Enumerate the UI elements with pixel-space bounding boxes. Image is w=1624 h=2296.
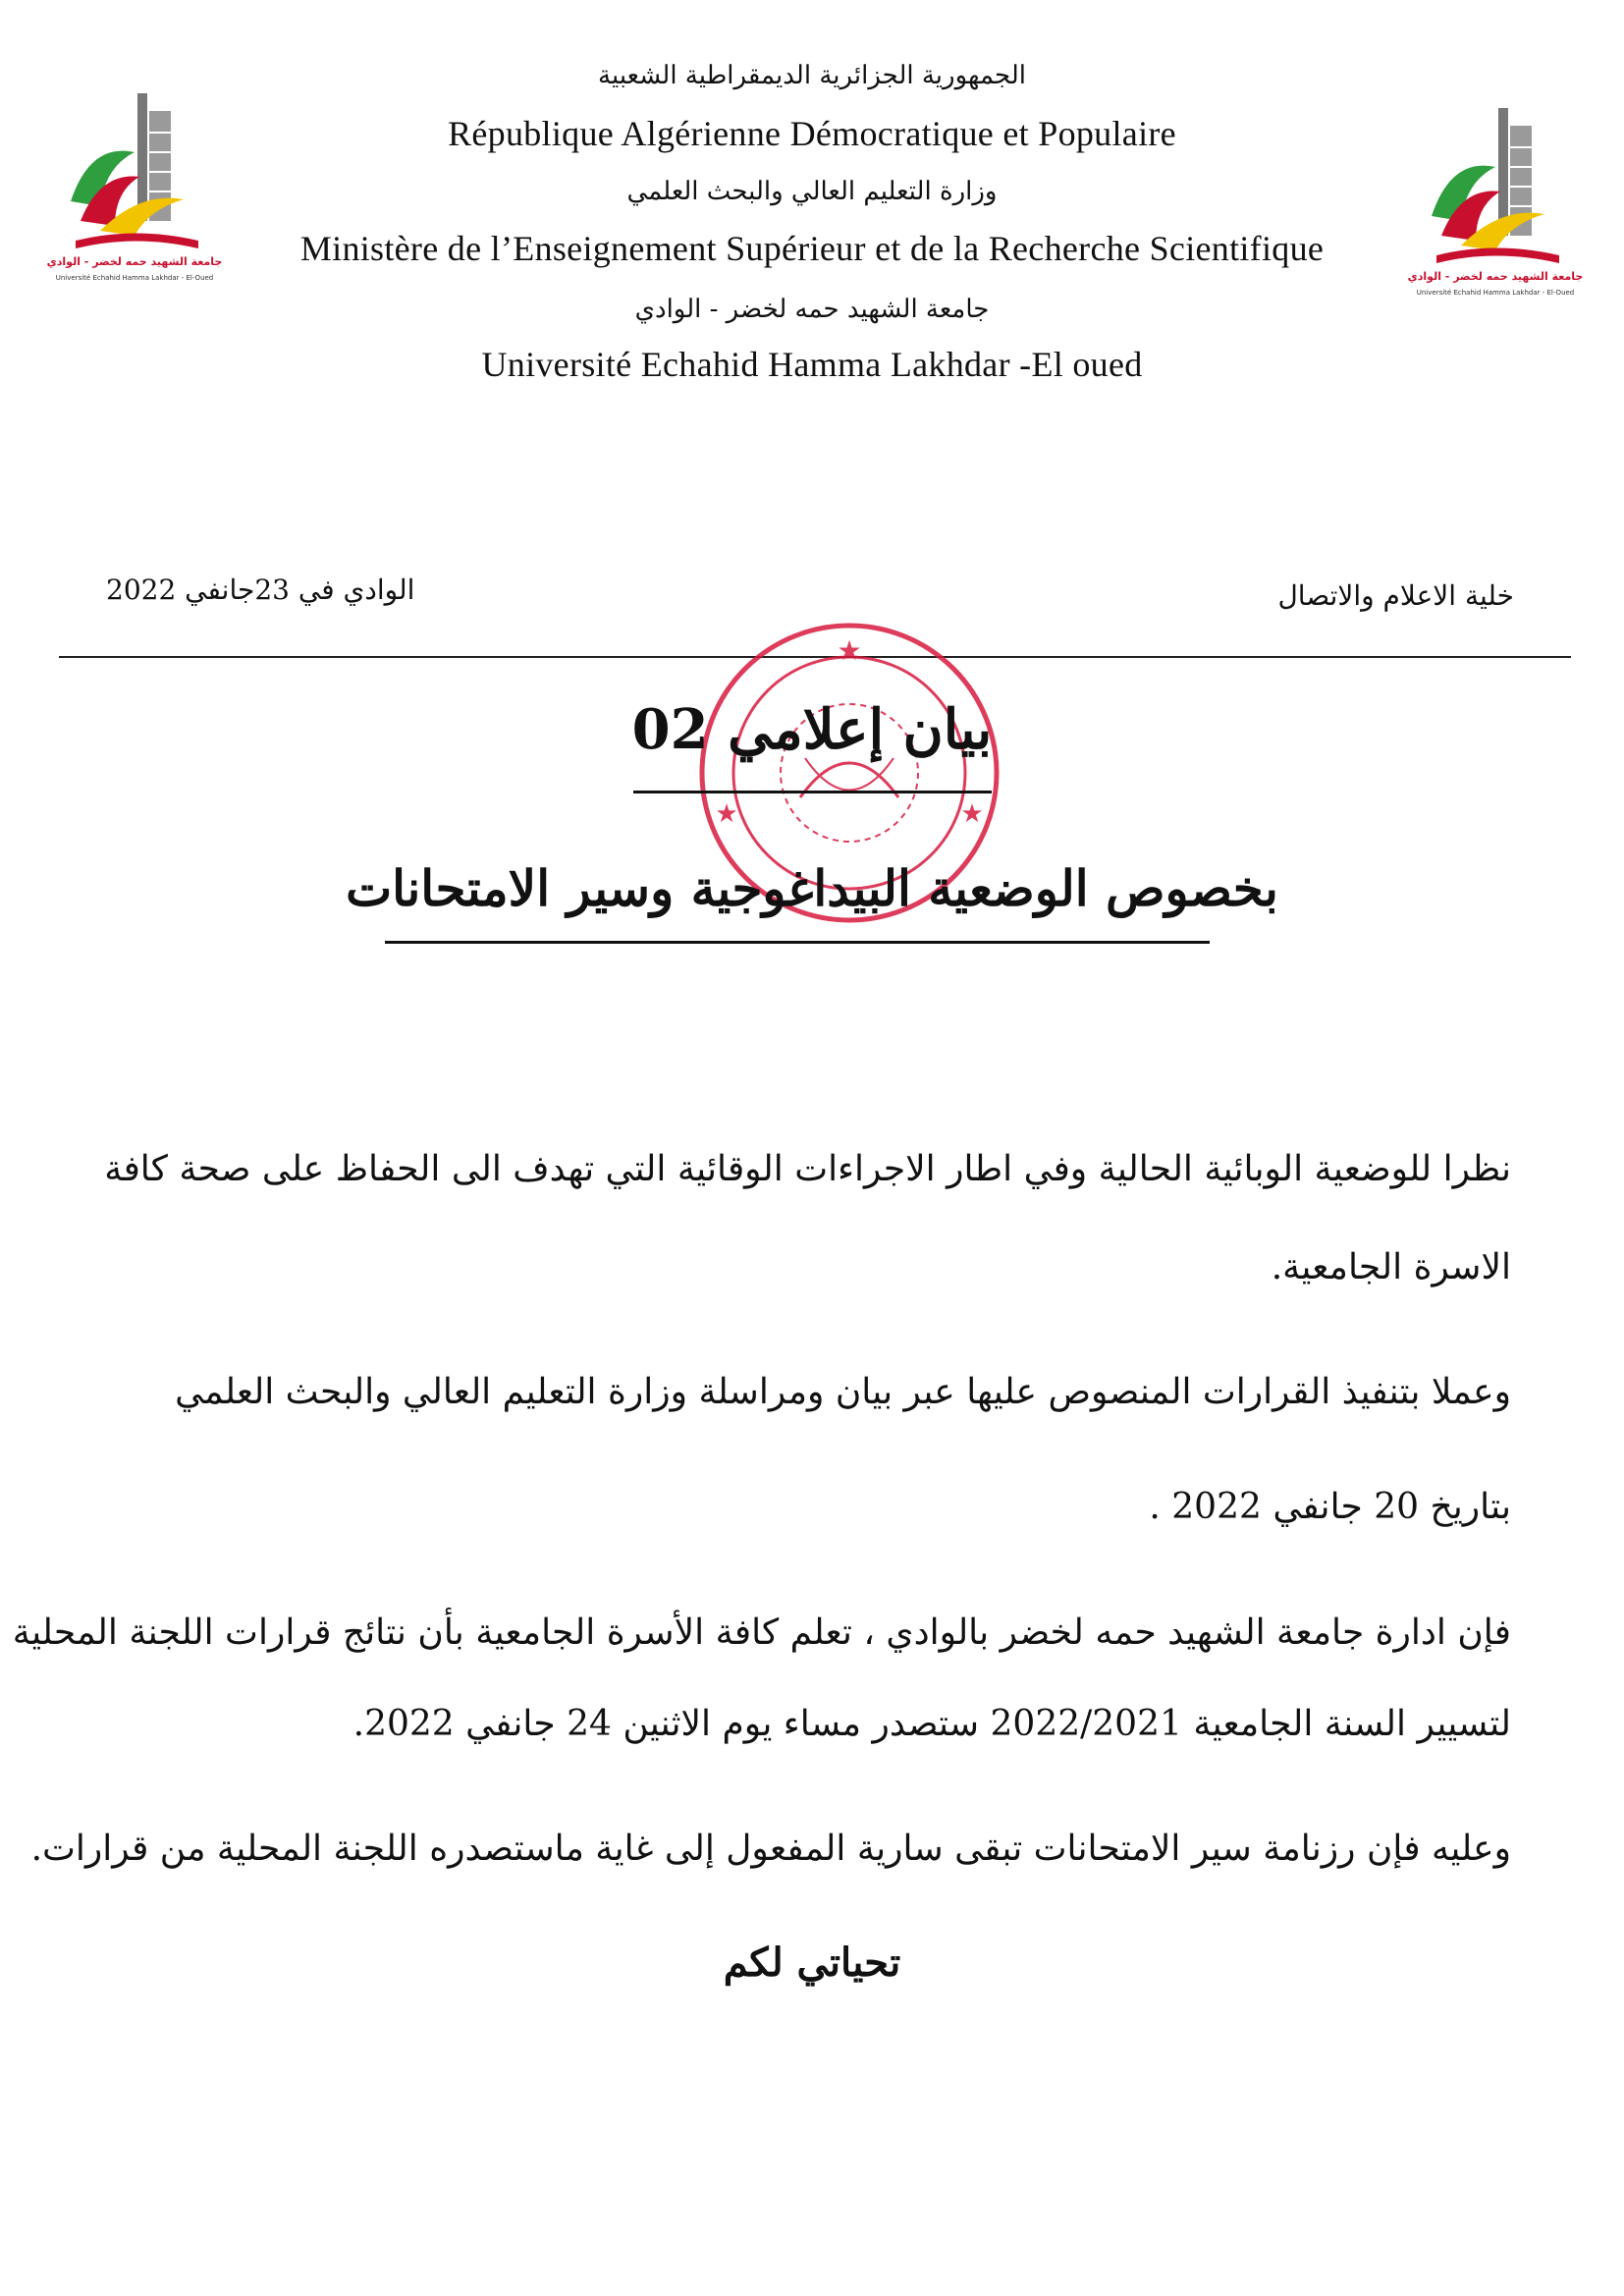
svg-text:★: ★ [715,799,738,829]
svg-text:★: ★ [960,799,984,829]
ministry-arabic: وزارة التعليم العالي والبحث العلمي [626,177,998,206]
document-date: الوادي في 23جانفي 2022 [106,574,415,606]
office-name: خلية الاعلام والاتصال [1277,579,1514,612]
statement-title: بيان إعلامي 02 [631,697,993,762]
paragraph-2-line-2: بتاريخ 20 جانفي 2022 . [1149,1487,1511,1527]
university-french: Université Echahid Hamma Lakhdar -El oued [481,345,1143,384]
title-underline [633,791,992,793]
paragraph-2-line-1: وعملا بتنفيذ القرارات المنصوص عليها عبر بيان ومراسلة وزارة التعليم العالي والبحث العلمي [175,1372,1511,1412]
subtitle-underline [385,941,1210,944]
republic-french: République Algérienne Démocratique et Populaire [448,114,1176,153]
paragraph-4-line-1: وعليه فإن رزنامة سير الامتحانات تبقى سارية المفعول إلى غاية ماستصدره اللجنة المحلية من قرارات. [30,1829,1511,1869]
svg-text:★: ★ [837,634,862,667]
republic-arabic: الجمهورية الجزائرية الديمقراطية الشعبية [598,61,1026,90]
paragraph-1-line-2: الاسرة الجامعية. [1271,1247,1511,1287]
logo-text-fr: Université Echahid Hamma Lakhdar - El-Oued [55,274,214,282]
paragraph-3-line-1: فإن ادارة جامعة الشهيد حمه لخضر بالوادي ، تعلم كافة الأسرة الجامعية بأن نتائج قرارات اللجنة المحلية [12,1613,1511,1653]
logo-text-fr: Université Echahid Hamma Lakhdar - El-Oued [1416,289,1575,297]
logo-text-ar: جامعة الشهيد حمه لخضر - الوادي [1407,270,1584,283]
ministry-french: Ministère de l’Enseignement Supérieur et de la Recherche Scientifique [299,229,1325,268]
university-arabic: جامعة الشهيد حمه لخضر - الوادي [634,295,990,324]
statement-subtitle: بخصوص الوضعية البيداغوجية وسير الامتحانات [346,859,1278,917]
paragraph-1-line-1: نظرا للوضعية الوبائية الحالية وفي اطار الاجراءات الوقائية التي تهدف الى الحفاظ على صحة كافة [104,1149,1511,1189]
logo-text-ar: جامعة الشهيد حمه لخضر - الوادي [46,255,223,268]
paragraph-3-line-2: لتسيير السنة الجامعية 2022/2021 ستصدر مساء يوم الاثنين 24 جانفي 2022. [352,1704,1511,1744]
closing-greeting: تحياتي لكم [723,1940,901,1986]
